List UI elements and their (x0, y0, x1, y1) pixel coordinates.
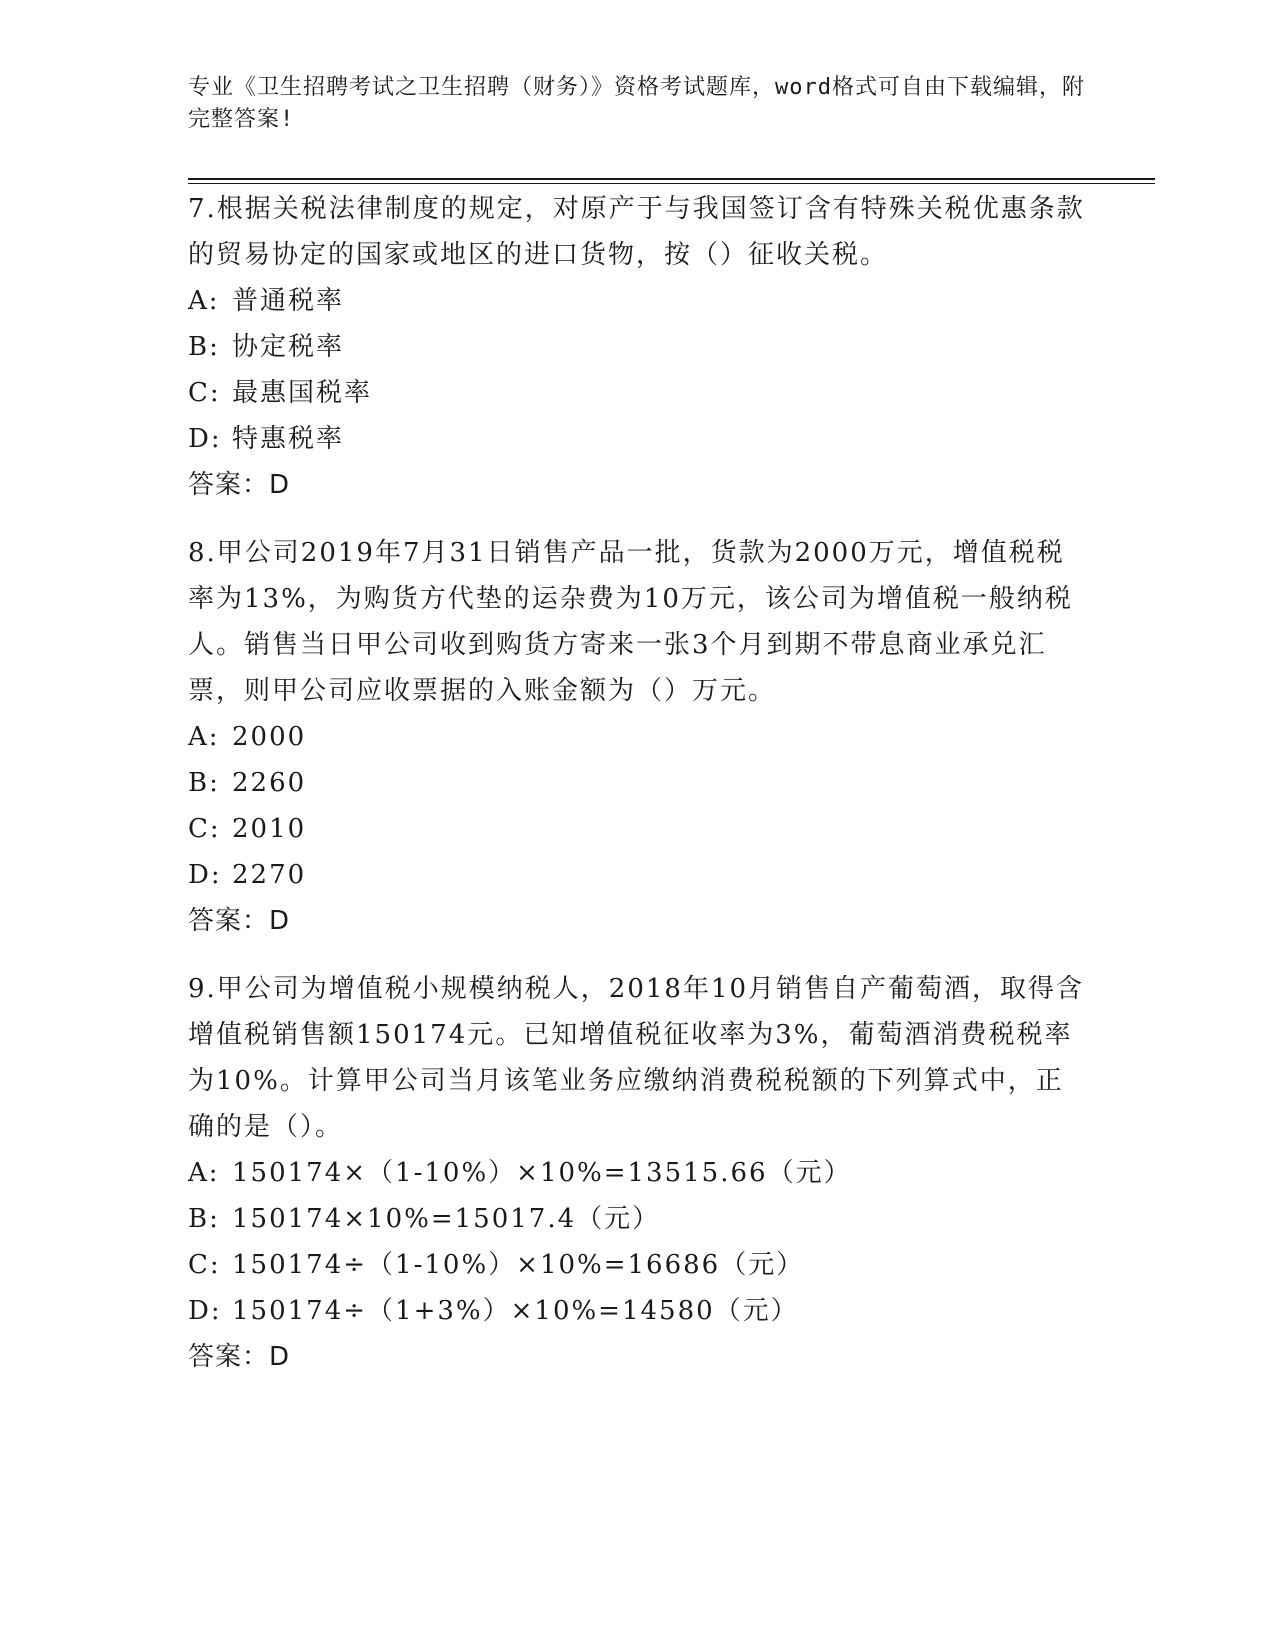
option-text: 150174×10%=15017.4（元） (232, 1204, 661, 1234)
question-stem: 8.甲公司2019年7月31日销售产品一批，货款为2000万元，增值税税率为13%，为购货方代垫的运杂费为10万元，该公司为增值税一般纳税人。销售当日甲公司收到购货方寄来一张3个月到期不带息商业承兑汇票，则甲公司应收票据的入账金额为（）万元。 (188, 538, 1073, 706)
option-letter: B: (188, 1204, 220, 1234)
option-letter: C: (188, 378, 221, 408)
question-stem: 7.根据关税法律制度的规定，对原产于与我国签订含有特殊关税优惠条款的贸易协定的国家或地区的进口货物，按（）征收关税。 (188, 194, 1085, 270)
option-b (188, 1196, 1088, 1242)
option-text: 普通税率 (232, 286, 345, 316)
option-a (188, 714, 1088, 760)
option-b (188, 760, 1088, 806)
option-text: 最惠国税率 (232, 378, 373, 408)
option-letter: C: (188, 1250, 221, 1280)
option-letter: A: (188, 1158, 220, 1188)
option-c (188, 1242, 1088, 1288)
option-a (188, 278, 1088, 324)
option-b (188, 324, 1088, 370)
option-d (188, 852, 1088, 898)
option-c (188, 370, 1088, 416)
option-a (188, 1150, 1088, 1196)
option-letter: D: (188, 424, 222, 454)
question-9 (188, 966, 1088, 1380)
option-letter: D: (188, 860, 222, 890)
option-letter: B: (188, 768, 220, 798)
question-stem: 9.甲公司为增值税小规模纳税人，2018年10月销售自产葡萄酒，取得含增值税销售额150174元。已知增值税征收率为3%，葡萄酒消费税税率为10%。计算甲公司当月该笔业务应缴纳消费税税额的下列算式中，正确的是（）。 (188, 974, 1085, 1142)
option-letter: C: (188, 814, 221, 844)
document-intro: 专业《卫生招聘考试之卫生招聘（财务）》资格考试题库，word格式可自由下载编辑，附完整答案! (188, 75, 1085, 132)
option-letter: D: (188, 1296, 222, 1326)
option-d (188, 1288, 1088, 1334)
header-divider-thin (188, 183, 1155, 184)
option-letter: B: (188, 332, 220, 362)
option-c (188, 806, 1088, 852)
option-d (188, 416, 1088, 462)
option-text: 2000 (232, 722, 307, 752)
option-text: 2270 (232, 860, 307, 890)
option-text: 150174÷（1-10%）×10%=16686（元） (232, 1250, 805, 1280)
option-text: 150174×（1-10%）×10%=13515.66（元） (232, 1158, 852, 1188)
option-letter: A: (188, 722, 220, 752)
answer-line: 答案：D (188, 470, 291, 500)
header-divider-thick (188, 178, 1155, 180)
question-8 (188, 530, 1088, 944)
option-text: 特惠税率 (232, 424, 345, 454)
answer-line: 答案：D (188, 906, 291, 936)
option-text: 协定税率 (232, 332, 345, 362)
option-text: 2260 (232, 768, 307, 798)
option-text: 150174÷（1+3%）×10%=14580（元） (232, 1296, 799, 1326)
option-text: 2010 (232, 814, 307, 844)
option-letter: A: (188, 286, 220, 316)
answer-line: 答案：D (188, 1342, 291, 1372)
question-7 (188, 186, 1088, 508)
